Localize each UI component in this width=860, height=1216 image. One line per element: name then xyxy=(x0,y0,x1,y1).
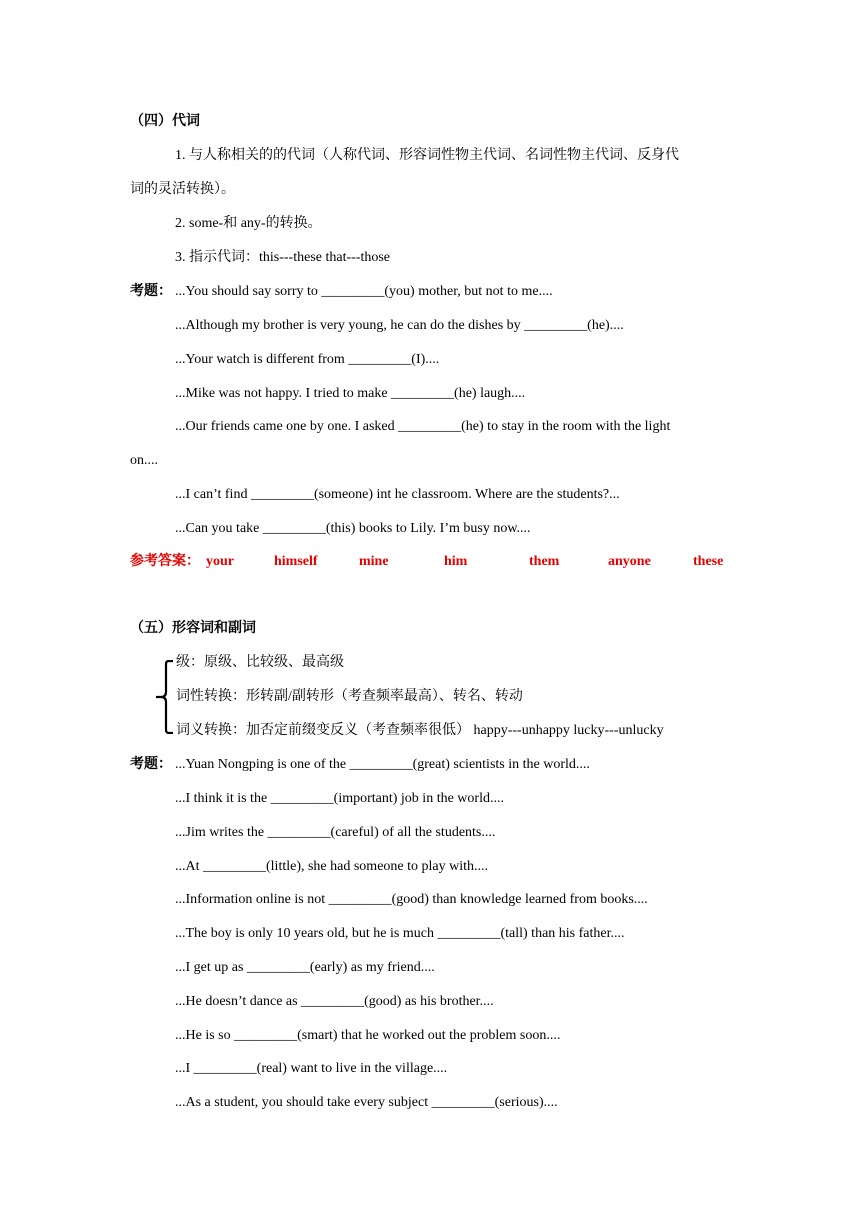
point-line: 3. 指示代词：this---these that---those xyxy=(175,250,391,265)
point-line: 词义转换：加否定前缀变反义（考查频率很低） happy---unhappy lucky---unlucky xyxy=(176,723,664,738)
question-line: ...Can you take _________(this) books to Lily. I’m busy now.... xyxy=(175,521,531,536)
question-line: ...Jim writes the _________(careful) of all the students.... xyxy=(175,825,496,840)
question-line: ...Mike was not happy. I tried to make _________(he) laugh.... xyxy=(175,386,526,401)
question-line: ...Our friends came one by one. I asked _________(he) to stay in the room with the light xyxy=(175,419,671,434)
question-line: ...I _________(real) want to live in the village.... xyxy=(175,1061,448,1076)
brace-icon xyxy=(156,660,174,734)
answer-item: him xyxy=(444,554,468,569)
point-line: 2. some-和 any-的转换。 xyxy=(175,216,322,231)
answer-item: himself xyxy=(274,554,318,569)
answer-row xyxy=(0,553,860,571)
question-line: ...He is so _________(smart) that he worked out the problem soon.... xyxy=(175,1028,561,1043)
question-line: on.... xyxy=(130,453,158,468)
point-line: 词性转换：形转副/副转形（考查频率最高）、转名、转动 xyxy=(176,689,523,704)
question-line: ...Yuan Nongping is one of the _________(great) scientists in the world.... xyxy=(175,757,590,772)
point-line: 1. 与人称相关的的代词（人称代词、形容词性物主代词、名词性物主代词、反身代 xyxy=(175,148,679,163)
question-line: ...Although my brother is very young, he can do the dishes by _________(he).... xyxy=(175,318,624,333)
question-line: ...You should say sorry to _________(you) mother, but not to me.... xyxy=(175,284,553,299)
question-line: ...As a student, you should take every subject _________(serious).... xyxy=(175,1095,558,1110)
section-heading: （五）形容词和副词 xyxy=(130,621,256,636)
question-line: ...Your watch is different from _________(I).... xyxy=(175,352,440,367)
point-line: 级：原级、比较级、最高级 xyxy=(176,655,344,670)
question-line: ...The boy is only 10 years old, but he is much _________(tall) than his father.... xyxy=(175,926,625,941)
section-heading: （四）代词 xyxy=(130,114,200,129)
point-line: 词的灵活转换）。 xyxy=(130,182,235,197)
exam-label: 考题： xyxy=(130,757,172,772)
answer-item: mine xyxy=(359,554,389,569)
answer-label: 参考答案： xyxy=(130,554,200,569)
question-line: ...I get up as _________(early) as my friend.... xyxy=(175,960,435,975)
answer-item: anyone xyxy=(608,554,651,569)
question-line: ...He doesn’t dance as _________(good) as his brother.... xyxy=(175,994,494,1009)
answer-item: these xyxy=(693,554,724,569)
exam-label: 考题： xyxy=(130,284,172,299)
question-line: ...I can’t find _________(someone) int he classroom. Where are the students?... xyxy=(175,487,620,502)
question-line: ...Information online is not _________(good) than knowledge learned from books.... xyxy=(175,892,648,907)
answer-item: your xyxy=(206,554,234,569)
question-line: ...I think it is the _________(important) job in the world.... xyxy=(175,791,504,806)
answer-item: them xyxy=(529,554,560,569)
question-line: ...At _________(little), she had someone to play with.... xyxy=(175,859,489,874)
